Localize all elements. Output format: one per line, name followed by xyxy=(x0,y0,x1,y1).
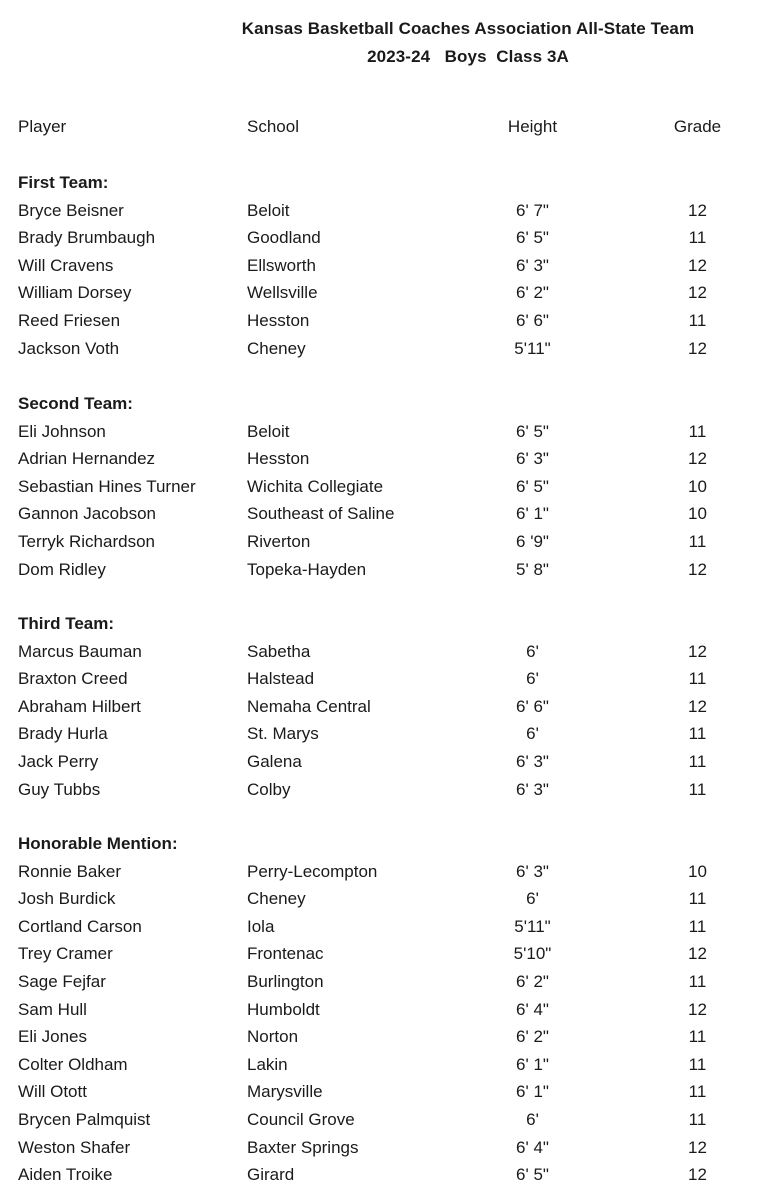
table-row xyxy=(0,336,771,362)
school-name: Baxter Springs xyxy=(247,1137,359,1157)
player-height: 6' 4" xyxy=(516,1137,549,1157)
player-height: 6' 5" xyxy=(516,1165,549,1185)
player-grade: 11 xyxy=(688,311,707,330)
document-title: Kansas Basketball Coaches Association All-State Team xyxy=(241,19,695,38)
player-height: 6' 1" xyxy=(516,1054,549,1074)
school-name: Cheney xyxy=(247,889,306,909)
player-grade: 11 xyxy=(688,1110,707,1129)
player-grade: 11 xyxy=(688,228,707,248)
column-header-row xyxy=(0,114,771,140)
section-title: Honorable Mention: xyxy=(18,834,178,853)
player-name: Terryk Richardson xyxy=(18,532,155,551)
player-name: Will Otott xyxy=(18,1082,87,1102)
player-name: Trey Cramer xyxy=(18,944,113,964)
player-name: Reed Friesen xyxy=(18,311,121,330)
player-name: Sebastian Hines Turner xyxy=(18,476,196,496)
school-name: Lakin xyxy=(247,1054,288,1074)
player-grade: 12 xyxy=(688,641,707,661)
player-height: 6' 1" xyxy=(516,504,549,524)
player-grade: 12 xyxy=(688,255,707,275)
player-name: Eli Johnson xyxy=(18,421,106,441)
player-height: 6' xyxy=(526,641,539,661)
player-height: 6' xyxy=(526,889,539,909)
player-grade: 11 xyxy=(688,972,707,991)
player-grade: 11 xyxy=(688,421,707,441)
school-name: Beloit xyxy=(247,421,290,441)
player-name: Cortland Carson xyxy=(18,916,142,936)
school-name: Marysville xyxy=(247,1082,323,1102)
player-name: Sage Fejfar xyxy=(18,972,106,991)
player-grade: 11 xyxy=(688,889,707,909)
school-name: Perry-Lecompton xyxy=(247,861,378,881)
player-grade: 10 xyxy=(688,861,707,881)
player-name: Brycen Palmquist xyxy=(18,1110,151,1129)
player-name: Jack Perry xyxy=(18,752,99,771)
table-row xyxy=(0,666,771,692)
table-row xyxy=(0,419,771,445)
school-name: Beloit xyxy=(247,200,290,220)
school-name: St. Marys xyxy=(247,724,319,744)
table-row xyxy=(0,308,771,334)
player-grade: 10 xyxy=(688,504,707,524)
player-height: 6' 4" xyxy=(516,999,549,1019)
player-name: Colter Oldham xyxy=(18,1054,128,1074)
player-name: Dom Ridley xyxy=(18,559,106,579)
player-name: Weston Shafer xyxy=(18,1137,131,1157)
section-title: Third Team: xyxy=(18,614,115,633)
table-row xyxy=(0,969,771,995)
player-height: 6 '9" xyxy=(516,532,549,551)
player-grade: 11 xyxy=(688,532,707,551)
player-name: Adrian Hernandez xyxy=(18,449,156,469)
table-row xyxy=(0,280,771,306)
table-row xyxy=(0,941,771,967)
school-name: Ellsworth xyxy=(247,255,316,275)
player-grade: 12 xyxy=(688,696,707,716)
school-name: Hesston xyxy=(247,449,310,469)
header-school: School xyxy=(247,117,299,136)
school-name: Norton xyxy=(247,1027,299,1047)
player-name: Brady Brumbaugh xyxy=(18,228,156,248)
player-name: Bryce Beisner xyxy=(18,200,124,220)
table-row xyxy=(0,1052,771,1078)
player-name: Abraham Hilbert xyxy=(18,696,141,716)
table-row xyxy=(0,474,771,500)
player-grade: 10 xyxy=(688,476,707,496)
table-row xyxy=(0,914,771,940)
school-name: Council Grove xyxy=(247,1110,355,1129)
header-height: Height xyxy=(507,117,558,136)
table-row xyxy=(0,529,771,555)
school-name: Halstead xyxy=(247,669,315,689)
school-name: Wichita Collegiate xyxy=(247,476,384,496)
table-row xyxy=(0,886,771,912)
school-name: Goodland xyxy=(247,228,321,248)
school-name: Hesston xyxy=(247,311,310,330)
table-row xyxy=(0,639,771,665)
player-grade: 12 xyxy=(688,944,707,964)
table-row xyxy=(0,1162,771,1188)
school-name: Frontenac xyxy=(247,944,324,964)
player-name: Braxton Creed xyxy=(18,669,128,689)
player-name: Josh Burdick xyxy=(18,889,116,909)
player-height: 6' 3" xyxy=(516,449,549,469)
table-row xyxy=(0,749,771,775)
player-grade: 11 xyxy=(688,1054,707,1074)
player-height: 6' 6" xyxy=(516,311,549,330)
header-grade: Grade xyxy=(673,117,722,136)
school-name: Iola xyxy=(247,916,275,936)
player-grade: 12 xyxy=(688,338,707,358)
player-height: 6' 6" xyxy=(516,696,549,716)
player-height: 6' 5" xyxy=(516,476,549,496)
school-name: Topeka-Hayden xyxy=(247,559,367,579)
player-grade: 11 xyxy=(688,779,707,799)
player-height: 6' xyxy=(526,669,539,689)
table-row xyxy=(0,1107,771,1133)
table-row xyxy=(0,446,771,472)
player-grade: 11 xyxy=(688,1027,707,1047)
player-height: 5'10" xyxy=(513,944,552,964)
player-height: 6' 5" xyxy=(516,228,549,248)
table-row xyxy=(0,557,771,583)
player-height: 6' 2" xyxy=(516,972,549,991)
table-row xyxy=(0,198,771,224)
player-name: Marcus Bauman xyxy=(18,641,142,661)
player-grade: 11 xyxy=(688,1082,707,1102)
player-height: 6' xyxy=(526,724,539,744)
player-grade: 11 xyxy=(688,752,707,771)
school-name: Riverton xyxy=(247,532,311,551)
school-name: Colby xyxy=(247,779,291,799)
player-name: Brady Hurla xyxy=(18,724,108,744)
player-grade: 12 xyxy=(688,999,707,1019)
table-row xyxy=(0,694,771,720)
table-row xyxy=(0,777,771,803)
school-name: Wellsville xyxy=(247,283,318,303)
player-grade: 11 xyxy=(688,916,707,936)
player-height: 6' 2" xyxy=(516,1027,549,1047)
table-row xyxy=(0,721,771,747)
table-row xyxy=(0,501,771,527)
school-name: Sabetha xyxy=(247,641,311,661)
player-height: 6' 1" xyxy=(516,1082,549,1102)
player-height: 5'11" xyxy=(514,916,551,936)
player-name: Guy Tubbs xyxy=(18,779,101,799)
player-name: William Dorsey xyxy=(18,283,132,303)
school-name: Nemaha Central xyxy=(247,696,371,716)
player-height: 6' 3" xyxy=(516,752,549,771)
table-row xyxy=(0,1079,771,1105)
table-row xyxy=(0,1024,771,1050)
player-grade: 12 xyxy=(688,1137,707,1157)
document-subtitle: 2023-24 Boys Class 3A xyxy=(367,47,569,66)
player-height: 6' 2" xyxy=(516,283,549,303)
player-height: 6' 3" xyxy=(516,861,549,881)
school-name: Girard xyxy=(247,1165,295,1185)
player-grade: 11 xyxy=(688,724,707,744)
player-height: 6' 3" xyxy=(516,255,549,275)
school-name: Galena xyxy=(247,752,302,771)
player-grade: 12 xyxy=(688,283,707,303)
player-name: Ronnie Baker xyxy=(18,861,122,881)
school-name: Burlington xyxy=(247,972,324,991)
player-name: Aiden Troike xyxy=(18,1165,113,1185)
player-height: 6' 5" xyxy=(516,421,549,441)
player-grade: 12 xyxy=(688,1165,707,1185)
player-name: Gannon Jacobson xyxy=(18,504,156,524)
table-row xyxy=(0,225,771,251)
player-name: Eli Jones xyxy=(18,1027,87,1047)
player-height: 5'11" xyxy=(514,338,551,358)
player-grade: 12 xyxy=(688,200,707,220)
player-name: Will Cravens xyxy=(18,255,114,275)
school-name: Cheney xyxy=(247,338,306,358)
player-grade: 12 xyxy=(688,449,707,469)
table-row xyxy=(0,997,771,1023)
school-name: Humboldt xyxy=(247,999,320,1019)
player-grade: 12 xyxy=(688,559,707,579)
player-height: 6' 7" xyxy=(516,200,549,220)
player-name: Sam Hull xyxy=(18,999,87,1019)
table-row xyxy=(0,1135,771,1161)
player-height: 5' 8" xyxy=(516,559,549,579)
header-player: Player xyxy=(18,117,67,136)
table-row xyxy=(0,253,771,279)
section-title: First Team: xyxy=(18,173,109,192)
player-height: 6' 3" xyxy=(516,779,549,799)
section-title: Second Team: xyxy=(18,394,133,413)
player-grade: 11 xyxy=(688,669,707,689)
school-name: Southeast of Saline xyxy=(247,504,395,524)
table-row xyxy=(0,859,771,885)
player-name: Jackson Voth xyxy=(18,338,120,358)
player-height: 6' xyxy=(526,1110,539,1129)
